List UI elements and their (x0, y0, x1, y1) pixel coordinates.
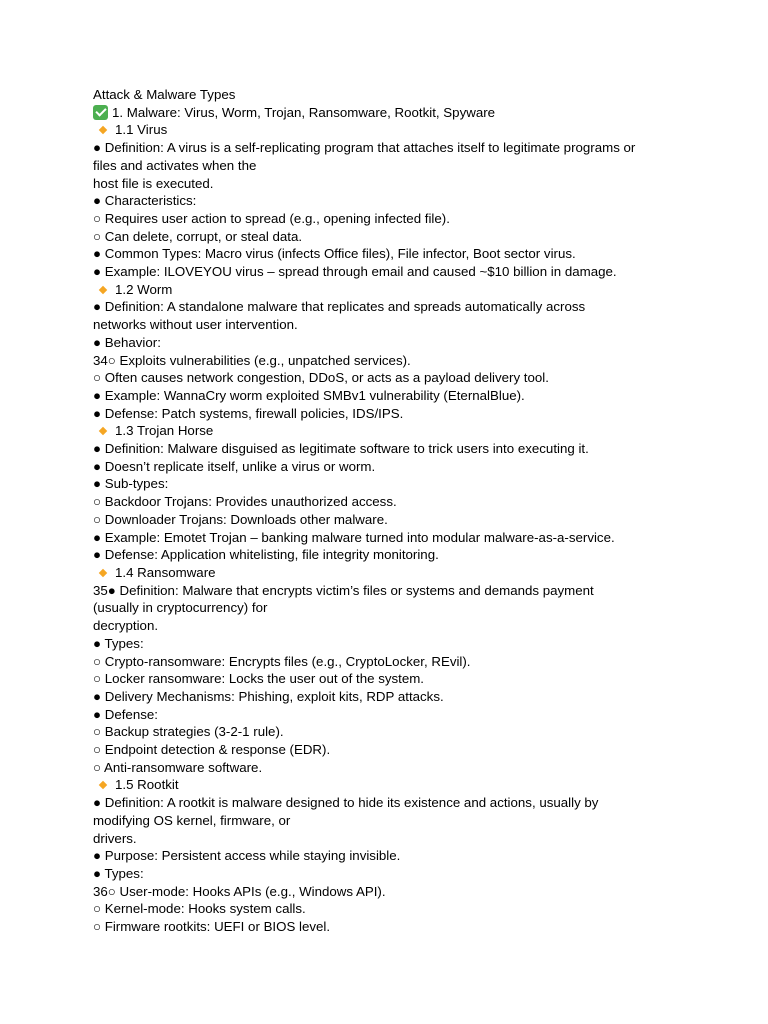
text-line (93, 900, 693, 918)
diamond-icon (99, 285, 107, 293)
line-text: ● Example: WannaCry worm exploited SMBv1 vulnerability (EternalBlue). (93, 387, 525, 403)
diamond-icon (99, 781, 107, 789)
line-text: 35● Definition: Malware that encrypts victim’s files or systems and demands payment (93, 582, 594, 598)
line-text: ● Defense: Patch systems, firewall policies, IDS/IPS. (93, 405, 404, 421)
line-text: host file is executed. (93, 175, 214, 191)
document-body (93, 86, 693, 936)
line-text: ○ Firmware rootkits: UEFI or BIOS level. (93, 919, 331, 935)
text-line (93, 352, 693, 370)
line-text: ○ Can delete, corrupt, or steal data. (93, 228, 303, 244)
text-line (93, 599, 693, 617)
line-text: Attack & Malware Types (93, 87, 236, 102)
line-text: ● Defense: Application whitelisting, file integrity monitoring. (93, 547, 439, 563)
line-text: 1.4 Ransomware (115, 564, 216, 580)
subsection-heading (93, 121, 693, 139)
text-line (93, 812, 693, 830)
subsection-heading (93, 564, 693, 582)
text-line (93, 475, 693, 493)
line-text: 1.3 Trojan Horse (115, 423, 214, 439)
text-line (93, 582, 693, 600)
line-text: modifying OS kernel, firmware, or (93, 812, 291, 828)
text-line (93, 405, 693, 423)
line-text: networks without user intervention. (93, 317, 298, 333)
line-text: ● Sub-types: (93, 476, 169, 492)
text-line (93, 723, 693, 741)
section-heading (93, 104, 693, 122)
text-line (93, 546, 693, 564)
line-text: ○ Anti-ransomware software. (93, 759, 263, 775)
text-line (93, 653, 693, 671)
text-line (93, 706, 693, 724)
text-line (93, 458, 693, 476)
diamond-icon (99, 427, 107, 435)
line-text: ● Definition: A rootkit is malware designed to hide its existence and actions, usually by (93, 795, 599, 811)
text-line (93, 440, 693, 458)
line-text: ● Defense: (93, 706, 158, 722)
line-text: 34○ Exploits vulnerabilities (e.g., unpatched services). (93, 352, 411, 368)
line-text: ○ Kernel-mode: Hooks system calls. (93, 901, 306, 917)
subsection-heading (93, 776, 693, 794)
diamond-icon (99, 569, 107, 577)
line-text: 36○ User-mode: Hooks APIs (e.g., Windows API). (93, 883, 386, 899)
line-text: ○ Downloader Trojans: Downloads other malware. (93, 511, 388, 527)
line-text: ○ Locker ransomware: Locks the user out of the system. (93, 671, 424, 687)
line-text: ● Behavior: (93, 334, 161, 350)
line-text: ○ Backdoor Trojans: Provides unauthorized access. (93, 494, 397, 510)
line-text: ● Delivery Mechanisms: Phishing, exploit kits, RDP attacks. (93, 688, 444, 704)
line-text: ● Definition: A virus is a self-replicating program that attaches itself to legitimate programs or (93, 140, 636, 156)
text-line (93, 228, 693, 246)
line-text: ● Definition: A standalone malware that replicates and spreads automatically across (93, 299, 586, 315)
text-line (93, 830, 693, 848)
line-text: ● Doesn’t replicate itself, unlike a virus or worm. (93, 458, 376, 474)
text-line (93, 847, 693, 865)
text-line (93, 865, 693, 883)
text-line (93, 210, 693, 228)
text-line (93, 670, 693, 688)
text-line (93, 175, 693, 193)
line-text: ● Types: (93, 635, 144, 651)
text-line (93, 157, 693, 175)
text-line (93, 334, 693, 352)
line-text: ● Definition: Malware disguised as legitimate software to trick users into executing it. (93, 441, 589, 457)
line-text: 1.1 Virus (115, 122, 168, 138)
text-line (93, 918, 693, 936)
text-line (93, 688, 693, 706)
text-line (93, 635, 693, 653)
line-text: ○ Requires user action to spread (e.g., opening infected file). (93, 210, 450, 226)
text-line (93, 511, 693, 529)
subsection-heading (93, 281, 693, 299)
line-text: 1.5 Rootkit (115, 777, 179, 793)
line-text: ○ Backup strategies (3-2-1 rule). (93, 724, 284, 740)
text-line (93, 794, 693, 812)
subsection-heading (93, 422, 693, 440)
text-line (93, 316, 693, 334)
line-text: ● Common Types: Macro virus (infects Office files), File infector, Boot sector virus. (93, 246, 576, 262)
line-text: ○ Crypto-ransomware: Encrypts files (e.g., CryptoLocker, REvil). (93, 653, 471, 669)
text-line (93, 387, 693, 405)
line-text: 1.2 Worm (115, 281, 173, 297)
line-text: ● Example: Emotet Trojan – banking malware turned into modular malware-as-a-service. (93, 529, 615, 545)
text-line (93, 263, 693, 281)
text-line (93, 883, 693, 901)
text-line (93, 192, 693, 210)
check-mark-icon (93, 105, 108, 120)
line-text: drivers. (93, 830, 137, 846)
text-line (93, 529, 693, 547)
text-line (93, 759, 693, 777)
line-text: ○ Endpoint detection & response (EDR). (93, 742, 331, 758)
line-text: ● Example: ILOVEYOU virus – spread through email and caused ~$10 billion in damage. (93, 264, 617, 280)
line-text: files and activates when the (93, 157, 257, 173)
text-line (93, 139, 693, 157)
line-text: ● Purpose: Persistent access while staying invisible. (93, 848, 401, 864)
text-line (93, 741, 693, 759)
diamond-icon (99, 126, 107, 134)
line-text: 1. Malware: Virus, Worm, Trojan, Ransomware, Rootkit, Spyware (112, 104, 496, 120)
line-text: ○ Often causes network congestion, DDoS, or acts as a payload delivery tool. (93, 370, 549, 386)
text-line (93, 298, 693, 316)
text-line (93, 617, 693, 635)
document-title (93, 86, 693, 104)
text-line (93, 493, 693, 511)
text-line (93, 245, 693, 263)
line-text: (usually in cryptocurrency) for (93, 600, 268, 616)
line-text: decryption. (93, 618, 159, 634)
line-text: ● Types: (93, 865, 144, 881)
text-line (93, 369, 693, 387)
line-text: ● Characteristics: (93, 193, 197, 209)
